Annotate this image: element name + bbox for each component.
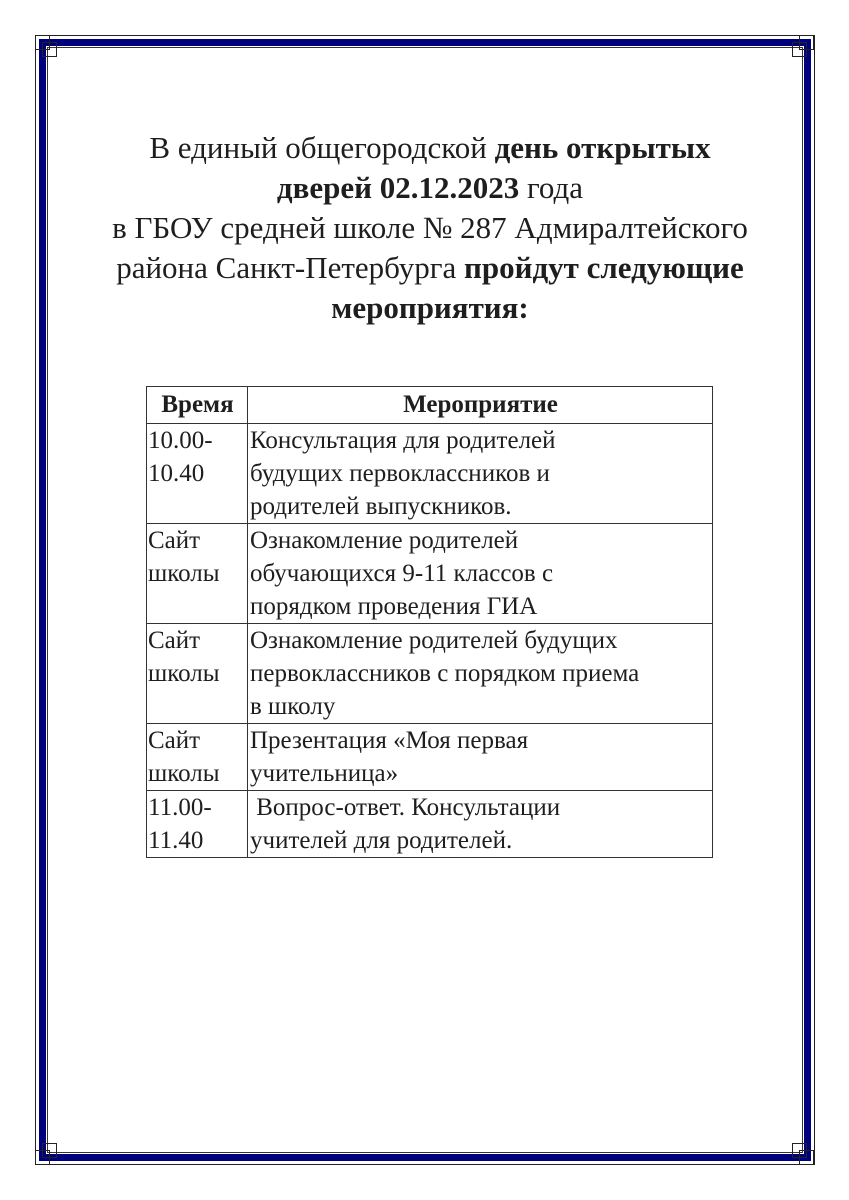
event-line: Вопрос-ответ. Консультации <box>250 794 561 821</box>
table-row <box>147 524 713 624</box>
event-line: Ознакомление родителей <box>250 527 519 554</box>
cell-event <box>248 524 713 624</box>
heading-line-5: мероприятия: <box>331 290 529 325</box>
event-line: учительница» <box>250 760 399 787</box>
cell-time <box>147 624 248 724</box>
cell-event <box>248 724 713 791</box>
event-line: Ознакомление родителей будущих <box>250 627 618 654</box>
cell-time <box>147 424 248 524</box>
event-line: первоклассников с порядком приема <box>250 660 640 687</box>
time-line: 10.00- <box>148 427 213 454</box>
time-line: Сайт <box>148 727 201 754</box>
cell-time <box>147 791 248 858</box>
announcement-heading <box>60 128 800 328</box>
event-line: в школу <box>250 693 336 720</box>
corner-ornament-top-left-inner <box>42 42 57 57</box>
cell-event <box>248 624 713 724</box>
table-row <box>147 791 713 858</box>
heading-line-1: В единый общегородской день открытых <box>149 130 711 165</box>
cell-event <box>248 791 713 858</box>
table-row <box>147 624 713 724</box>
event-line: учителей для родителей. <box>250 827 513 854</box>
event-line: будущих первоклассников и <box>250 460 550 487</box>
time-line: школы <box>148 660 220 687</box>
time-line: Сайт <box>148 527 201 554</box>
event-line: порядком проведения ГИА <box>250 593 538 620</box>
corner-ornament-bottom-right-inner <box>792 1143 807 1158</box>
time-line: 11.40 <box>148 827 204 854</box>
heading-line-2: дверей 02.12.2023 года <box>276 170 584 205</box>
events-table <box>146 386 713 858</box>
table-header-row <box>147 387 713 424</box>
table-row <box>147 424 713 524</box>
heading-line-4: района Санкт-Петербурга пройдут следующие <box>116 250 744 285</box>
time-line: школы <box>148 560 220 587</box>
time-line: школы <box>148 760 220 787</box>
cell-time <box>147 724 248 791</box>
event-line: обучающихся 9-11 классов с <box>250 560 554 587</box>
cell-time <box>147 524 248 624</box>
column-header-event: Мероприятие <box>248 387 713 424</box>
time-line: Сайт <box>148 627 201 654</box>
event-line: Консультация для родителей <box>250 427 556 454</box>
heading-line-3: в ГБОУ средней школе № 287 Адмиралтейского <box>112 210 748 245</box>
cell-event <box>248 424 713 524</box>
time-line: 11.00- <box>148 794 212 821</box>
table-row <box>147 724 713 791</box>
time-line: 10.40 <box>148 460 205 487</box>
corner-ornament-bottom-left-inner <box>42 1143 57 1158</box>
event-line: родителей выпускников. <box>250 493 512 520</box>
event-line: Презентация «Моя первая <box>250 727 529 754</box>
column-header-time: Время <box>147 387 248 424</box>
corner-ornament-top-right-inner <box>792 42 807 57</box>
